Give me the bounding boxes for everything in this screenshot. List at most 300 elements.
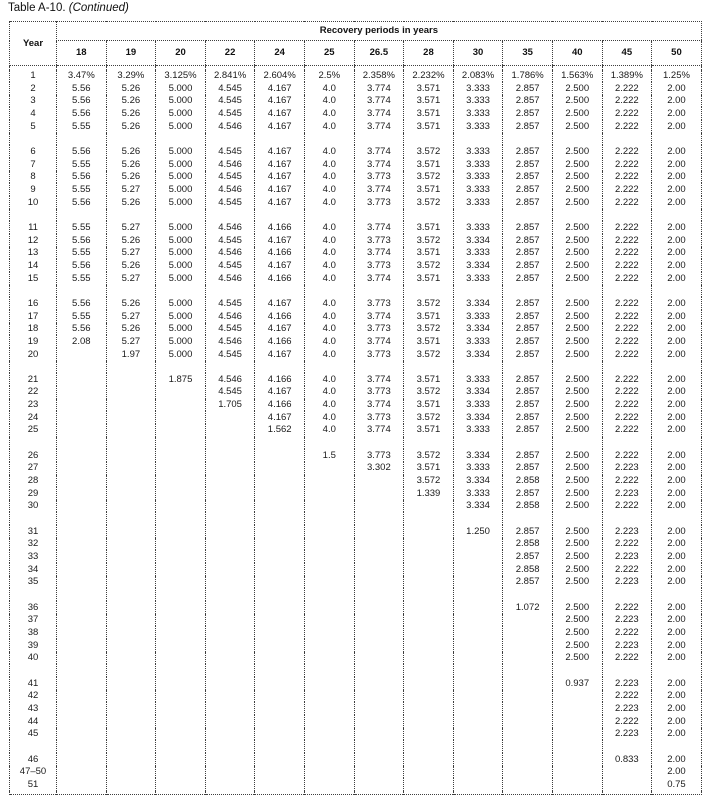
value-cell: 2.222 [602, 335, 652, 348]
spacer-cell [255, 740, 305, 753]
value-cell: 2.222 [602, 247, 652, 260]
value-cell [205, 563, 255, 576]
value-cell [404, 500, 454, 513]
table-row [10, 373, 702, 386]
value-cell: 3.773 [354, 449, 404, 462]
value-cell [404, 728, 454, 741]
value-cell: 2.00 [652, 487, 702, 500]
recovery-period-column-header: 28 [404, 41, 454, 66]
value-cell [156, 399, 206, 412]
value-cell: 2.222 [602, 171, 652, 184]
value-cell [255, 475, 305, 488]
spacer-cell [354, 512, 404, 525]
recovery-period-column-header: 40 [552, 41, 602, 66]
value-cell [57, 702, 107, 715]
spacer-cell [404, 437, 454, 450]
value-cell: 5.27 [106, 221, 156, 234]
value-cell: 2.00 [652, 171, 702, 184]
value-cell: 4.167 [255, 107, 305, 120]
year-cell: 10 [10, 196, 57, 209]
value-cell: 2.500 [552, 449, 602, 462]
value-cell [304, 614, 354, 627]
spacer-cell [156, 285, 206, 298]
value-cell [255, 614, 305, 627]
value-cell: 3.571 [404, 247, 454, 260]
value-cell: 2.00 [652, 728, 702, 741]
value-cell: 4.545 [205, 323, 255, 336]
value-cell: 3.773 [354, 323, 404, 336]
value-cell: 2.00 [652, 462, 702, 475]
value-cell: 3.571 [404, 221, 454, 234]
value-cell: 2.857 [503, 183, 553, 196]
value-cell: 2.222 [602, 183, 652, 196]
value-cell [205, 728, 255, 741]
value-cell: 2.857 [503, 373, 553, 386]
value-cell: 2.857 [503, 399, 553, 412]
value-cell: 2.223 [602, 525, 652, 538]
value-cell: 2.00 [652, 563, 702, 576]
value-cell: 2.00 [652, 259, 702, 272]
value-cell [106, 475, 156, 488]
value-cell [552, 766, 602, 779]
value-cell: 2.857 [503, 487, 553, 500]
value-cell: 4.0 [304, 272, 354, 285]
value-cell: 2.00 [652, 323, 702, 336]
spacer-cell [156, 133, 206, 146]
value-cell: 5.27 [106, 310, 156, 323]
value-cell [354, 715, 404, 728]
year-cell: 37 [10, 614, 57, 627]
spacer-cell [404, 361, 454, 374]
spacer-cell [652, 791, 702, 795]
value-cell [156, 500, 206, 513]
value-cell: 2.857 [503, 234, 553, 247]
spacer-cell [304, 361, 354, 374]
value-cell: 2.00 [652, 158, 702, 171]
value-cell: 2.222 [602, 196, 652, 209]
value-cell: 3.334 [453, 323, 503, 336]
spacer-cell [57, 285, 107, 298]
spacer-cell [354, 791, 404, 795]
value-cell: 3.334 [453, 234, 503, 247]
value-cell [106, 702, 156, 715]
spacer-cell [404, 740, 454, 753]
spacer-cell [453, 285, 503, 298]
table-row [10, 120, 702, 133]
value-cell [255, 563, 305, 576]
value-cell: 3.572 [404, 259, 454, 272]
value-cell: 2.857 [503, 525, 553, 538]
value-cell: 2.857 [503, 82, 553, 95]
value-cell: 5.000 [156, 107, 206, 120]
value-cell: 2.00 [652, 475, 702, 488]
value-cell: 5.27 [106, 247, 156, 260]
value-cell [106, 538, 156, 551]
value-cell: 2.223 [602, 462, 652, 475]
spacer-cell [106, 437, 156, 450]
value-cell [255, 626, 305, 639]
group-gap-row [10, 740, 702, 753]
value-cell [57, 563, 107, 576]
year-cell: 43 [10, 702, 57, 715]
value-cell: 5.000 [156, 272, 206, 285]
spacer-cell [106, 791, 156, 795]
value-cell [503, 753, 553, 766]
table-row [10, 475, 702, 488]
value-cell: 4.0 [304, 120, 354, 133]
value-cell [404, 614, 454, 627]
value-cell: 5.000 [156, 247, 206, 260]
value-cell: 3.333 [453, 335, 503, 348]
spacer-cell [602, 437, 652, 450]
value-cell: 3.333 [453, 310, 503, 323]
spacer-cell [652, 437, 702, 450]
value-cell: 2.857 [503, 158, 553, 171]
spacer-cell [453, 791, 503, 795]
table-title-prefix: Table A-10. [8, 2, 66, 14]
value-cell: 4.545 [205, 348, 255, 361]
year-cell: 33 [10, 550, 57, 563]
value-cell: 3.773 [354, 297, 404, 310]
value-cell: 2.857 [503, 120, 553, 133]
value-cell: 3.571 [404, 310, 454, 323]
spacer-cell [10, 791, 57, 795]
value-cell [205, 778, 255, 791]
spacer-cell [453, 588, 503, 601]
value-cell: 4.167 [255, 259, 305, 272]
value-cell [354, 766, 404, 779]
value-cell [57, 348, 107, 361]
value-cell: 4.545 [205, 95, 255, 108]
value-cell: 3.333 [453, 487, 503, 500]
spacer-cell [503, 588, 553, 601]
value-cell: 3.334 [453, 386, 503, 399]
year-cell: 30 [10, 500, 57, 513]
value-cell [205, 690, 255, 703]
value-cell: 2.500 [552, 297, 602, 310]
group-gap-row [10, 588, 702, 601]
value-cell [354, 677, 404, 690]
value-cell: 5.000 [156, 348, 206, 361]
recovery-period-column-header: 22 [205, 41, 255, 66]
value-cell [156, 563, 206, 576]
table-row [10, 614, 702, 627]
spacer-cell [205, 664, 255, 677]
value-cell [205, 753, 255, 766]
value-cell [404, 753, 454, 766]
group-gap-row [10, 664, 702, 677]
table-row [10, 550, 702, 563]
value-cell: 4.545 [205, 386, 255, 399]
value-cell [404, 576, 454, 589]
value-cell: 3.334 [453, 348, 503, 361]
value-cell: 2.222 [602, 95, 652, 108]
value-cell: 3.572 [404, 171, 454, 184]
value-cell: 0.833 [602, 753, 652, 766]
spacer-cell [602, 133, 652, 146]
spacer-cell [652, 209, 702, 222]
value-cell: 3.572 [404, 297, 454, 310]
value-cell: 5.56 [57, 196, 107, 209]
value-cell [57, 500, 107, 513]
value-cell: 2.00 [652, 411, 702, 424]
value-cell: 5.000 [156, 183, 206, 196]
value-cell [354, 487, 404, 500]
group-gap-row [10, 512, 702, 525]
spacer-cell [57, 361, 107, 374]
value-cell [205, 702, 255, 715]
spacer-cell [106, 285, 156, 298]
value-cell [503, 690, 553, 703]
value-cell [156, 601, 206, 614]
value-cell: 2.857 [503, 386, 553, 399]
value-cell: 2.00 [652, 145, 702, 158]
value-cell: 2.00 [652, 82, 702, 95]
value-cell: 2.222 [602, 500, 652, 513]
recovery-period-column-header: 24 [255, 41, 305, 66]
spacer-cell [404, 791, 454, 795]
value-cell: 2.500 [552, 171, 602, 184]
value-cell: 2.222 [602, 107, 652, 120]
value-cell: 2.222 [602, 82, 652, 95]
value-cell: 5.55 [57, 183, 107, 196]
year-cell: 32 [10, 538, 57, 551]
value-cell [156, 626, 206, 639]
value-cell: 2.500 [552, 386, 602, 399]
value-cell: 2.857 [503, 323, 553, 336]
spacer-cell [156, 791, 206, 795]
value-cell [354, 778, 404, 791]
value-cell: 2.500 [552, 652, 602, 665]
value-cell: 5.26 [106, 297, 156, 310]
value-cell: 2.222 [602, 158, 652, 171]
value-cell: 2.500 [552, 323, 602, 336]
value-cell: 5.000 [156, 120, 206, 133]
value-cell: 2.00 [652, 766, 702, 779]
spacer-cell [106, 664, 156, 677]
value-cell: 3.334 [453, 411, 503, 424]
value-cell: 4.167 [255, 145, 305, 158]
value-cell: 2.222 [602, 373, 652, 386]
value-cell [57, 626, 107, 639]
table-row [10, 424, 702, 437]
group-gap-row [10, 285, 702, 298]
value-cell [106, 449, 156, 462]
table-row [10, 652, 702, 665]
value-cell: 4.0 [304, 196, 354, 209]
value-cell [503, 715, 553, 728]
column-header-row [10, 41, 702, 66]
value-cell [255, 715, 305, 728]
value-cell [156, 538, 206, 551]
value-cell: 4.546 [205, 335, 255, 348]
value-cell: 4.0 [304, 234, 354, 247]
value-cell [404, 702, 454, 715]
table-row [10, 538, 702, 551]
value-cell: 5.56 [57, 234, 107, 247]
spacer-cell [156, 740, 206, 753]
spacer-cell [10, 740, 57, 753]
recovery-period-column-header: 50 [652, 41, 702, 66]
value-cell [205, 475, 255, 488]
value-cell [106, 652, 156, 665]
spacer-cell [652, 740, 702, 753]
value-cell: 2.223 [602, 639, 652, 652]
year-cell: 13 [10, 247, 57, 260]
value-cell: 5.000 [156, 323, 206, 336]
table-row [10, 386, 702, 399]
table-row [10, 487, 702, 500]
value-cell [453, 601, 503, 614]
value-cell [255, 487, 305, 500]
spacer-cell [404, 209, 454, 222]
value-cell: 2.223 [602, 702, 652, 715]
value-cell: 2.00 [652, 107, 702, 120]
table-row [10, 297, 702, 310]
value-cell [453, 563, 503, 576]
value-cell [453, 576, 503, 589]
value-cell [304, 677, 354, 690]
value-cell: 2.222 [602, 424, 652, 437]
value-cell: 4.0 [304, 95, 354, 108]
value-cell: 4.166 [255, 221, 305, 234]
value-cell: 2.500 [552, 424, 602, 437]
value-cell: 2.500 [552, 399, 602, 412]
value-cell [156, 475, 206, 488]
spacer-cell [652, 361, 702, 374]
value-cell: 2.500 [552, 563, 602, 576]
value-cell: 4.546 [205, 183, 255, 196]
value-cell: 5.56 [57, 323, 107, 336]
value-cell [354, 753, 404, 766]
spacer-cell [602, 740, 652, 753]
value-cell: 2.223 [602, 728, 652, 741]
spacer-cell [10, 133, 57, 146]
value-cell [255, 778, 305, 791]
year-cell: 35 [10, 576, 57, 589]
value-cell: 2.857 [503, 95, 553, 108]
value-cell: 2.500 [552, 462, 602, 475]
value-cell: 3.333 [453, 424, 503, 437]
value-cell: 2.858 [503, 500, 553, 513]
value-cell: 5.55 [57, 158, 107, 171]
value-cell [57, 677, 107, 690]
value-cell: 3.571 [404, 462, 454, 475]
spacer-cell [205, 361, 255, 374]
value-cell [354, 538, 404, 551]
value-cell: 2.858 [503, 563, 553, 576]
value-cell [106, 715, 156, 728]
table-row [10, 158, 702, 171]
value-cell [453, 753, 503, 766]
value-cell: 4.545 [205, 196, 255, 209]
value-cell: 2.00 [652, 576, 702, 589]
value-cell: 5.56 [57, 145, 107, 158]
value-cell: 2.857 [503, 297, 553, 310]
spacer-cell [304, 285, 354, 298]
spacer-cell [304, 209, 354, 222]
value-cell: 2.223 [602, 487, 652, 500]
value-cell [156, 487, 206, 500]
value-cell: 2.500 [552, 601, 602, 614]
value-cell: 2.00 [652, 386, 702, 399]
value-cell [255, 601, 305, 614]
value-cell: 2.00 [652, 234, 702, 247]
value-cell [156, 753, 206, 766]
value-cell: 3.333 [453, 95, 503, 108]
value-cell: 4.166 [255, 373, 305, 386]
value-cell [503, 626, 553, 639]
value-cell: 5.000 [156, 335, 206, 348]
value-cell [453, 538, 503, 551]
value-cell [304, 563, 354, 576]
spacer-cell [106, 740, 156, 753]
value-cell: 2.00 [652, 538, 702, 551]
value-cell: 2.857 [503, 310, 553, 323]
value-cell: 2.00 [652, 335, 702, 348]
spacer-cell [602, 588, 652, 601]
value-cell [57, 652, 107, 665]
spacer-cell [602, 361, 652, 374]
spacer-cell [602, 285, 652, 298]
value-cell: 2.00 [652, 196, 702, 209]
value-cell: 3.334 [453, 297, 503, 310]
spacer-cell [552, 133, 602, 146]
table-title [8, 2, 129, 14]
spacer-cell [503, 285, 553, 298]
value-cell [255, 525, 305, 538]
value-cell: 2.222 [602, 310, 652, 323]
value-cell [255, 652, 305, 665]
value-cell: 4.0 [304, 411, 354, 424]
value-cell [304, 475, 354, 488]
year-cell: 17 [10, 310, 57, 323]
value-cell: 3.571 [404, 335, 454, 348]
value-cell: 1.339 [404, 487, 454, 500]
year-cell: 6 [10, 145, 57, 158]
value-cell: 2.222 [602, 626, 652, 639]
value-cell: 4.0 [304, 171, 354, 184]
value-cell [255, 462, 305, 475]
value-cell: 2.223 [602, 614, 652, 627]
year-cell: 22 [10, 386, 57, 399]
table-body [10, 66, 702, 795]
spacer-cell [552, 588, 602, 601]
value-cell: 2.222 [602, 715, 652, 728]
spacer-cell [602, 664, 652, 677]
value-cell: 2.500 [552, 120, 602, 133]
value-cell: 4.0 [304, 259, 354, 272]
spacer-cell [255, 209, 305, 222]
spacer-cell [453, 512, 503, 525]
value-cell [503, 639, 553, 652]
table-row [10, 171, 702, 184]
value-cell: 5.56 [57, 171, 107, 184]
spacer-cell [10, 285, 57, 298]
spacer-cell [453, 740, 503, 753]
spacer-cell [304, 664, 354, 677]
group-gap-row [10, 361, 702, 374]
value-cell [156, 715, 206, 728]
value-cell: 2.500 [552, 411, 602, 424]
value-cell: 4.0 [304, 297, 354, 310]
value-cell: 2.00 [652, 348, 702, 361]
table-row [10, 778, 702, 791]
value-cell: 3.774 [354, 272, 404, 285]
value-cell: 2.00 [652, 753, 702, 766]
value-cell: 3.571 [404, 107, 454, 120]
year-cell: 19 [10, 335, 57, 348]
